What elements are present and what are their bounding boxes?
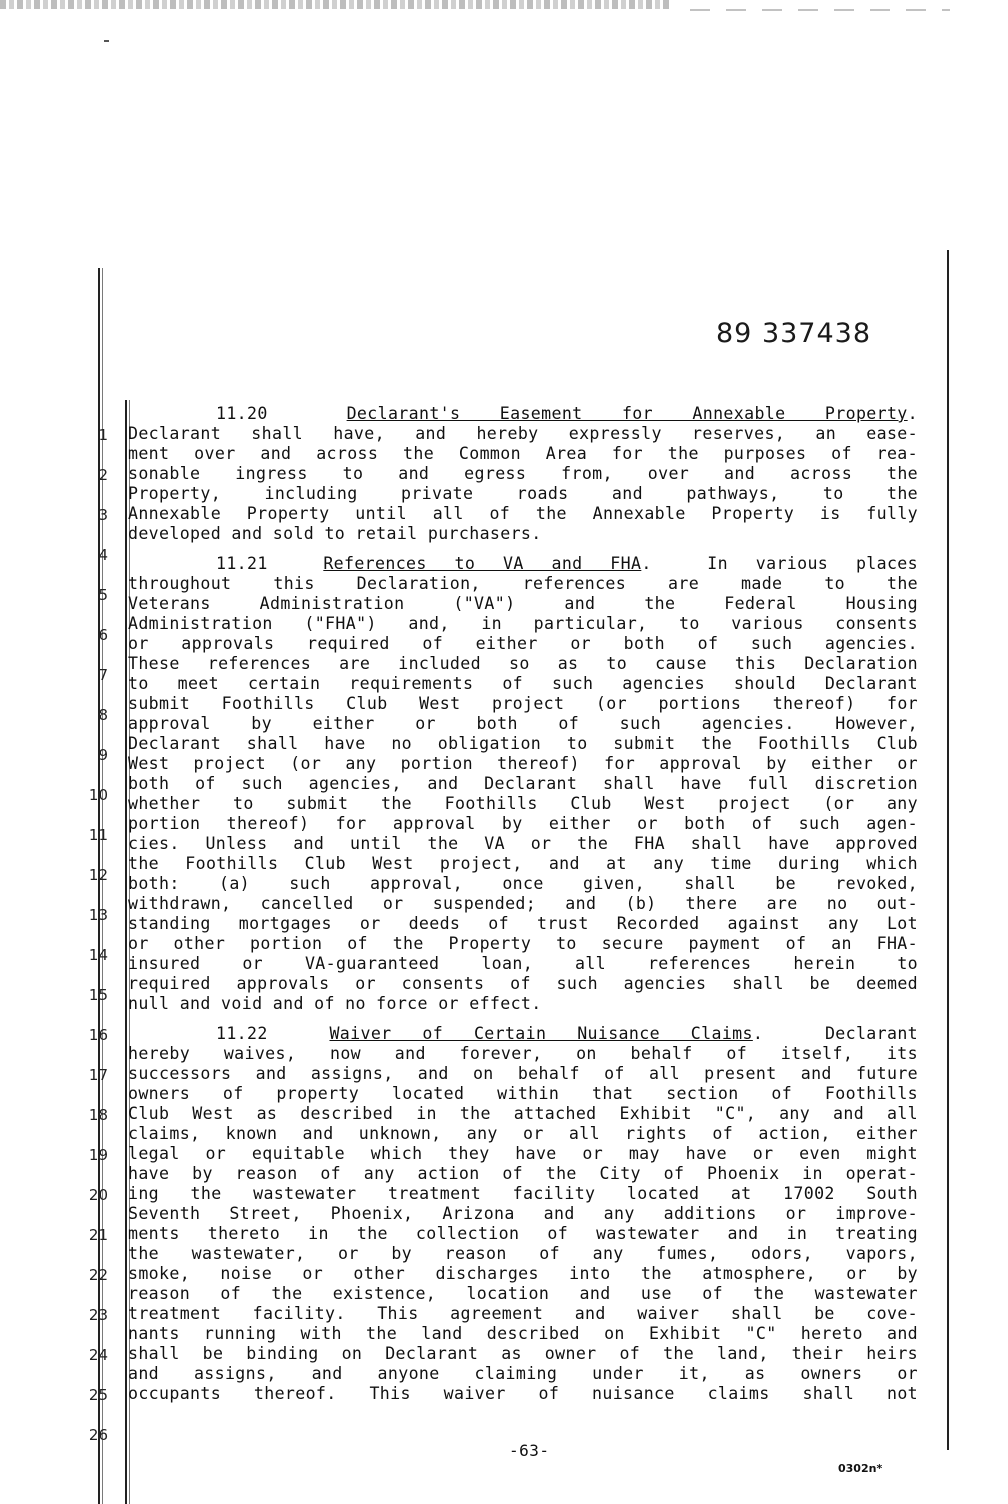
section-11-21 [128, 554, 918, 1014]
line-number: 11 [88, 826, 108, 844]
section-heading: Waiver of Certain Nuisance Claims [329, 1024, 753, 1043]
line-number: 21 [88, 1226, 108, 1244]
line-number: 17 [88, 1066, 108, 1084]
text-line: the wastewater, or by reason of any fumes, odors, vapors, [128, 1244, 918, 1263]
section-first-line: Declarant [824, 1024, 918, 1043]
text-line: hereby waives, now and forever, on behalf of itself, its [128, 1044, 918, 1063]
section-heading-line: 11.21 References to VA and FHA. In various places [216, 554, 918, 573]
text-line: Seventh Street, Phoenix, Arizona and any additions or improve- [128, 1204, 918, 1223]
text-line: or approvals required of either or both of such agencies. [128, 634, 918, 653]
line-number: 14 [88, 946, 108, 964]
scan-artifact-top-right [690, 9, 950, 11]
section-first-line: In various places [707, 554, 918, 573]
text-line: or other portion of the Property to secure payment of an FHA- [128, 934, 918, 953]
text-line: throughout this Declaration, references are made to the [128, 574, 918, 593]
line-number: 19 [88, 1146, 108, 1164]
text-line: developed and sold to retail purchasers. [128, 524, 542, 543]
text-line: reason of the existence, location and use of the wastewater [128, 1284, 918, 1303]
text-line: Administration ("FHA") and, in particular, to various consents [128, 614, 918, 633]
text-line: standing mortgages or deeds of trust Recorded against any Lot [128, 914, 918, 933]
section-heading: References to VA and FHA [323, 554, 642, 573]
page-number: -63- [509, 1441, 550, 1460]
scan-artifact-top [0, 0, 670, 9]
text-line: sonable ingress to and egress from, over and across the [128, 464, 918, 483]
text-line: portion thereof) for approval by either or both of such agen- [128, 814, 918, 833]
section-number: 11.20 [216, 404, 268, 423]
text-line: both: (a) such approval, once given, shall be revoked, [128, 874, 918, 893]
text-line: approval by either or both of such agencies. However, [128, 714, 918, 733]
text-line: West project (or any portion thereof) for approval by either or [128, 754, 918, 773]
document-code: 0302n* [838, 1462, 883, 1475]
line-number: 9 [98, 746, 108, 764]
line-number: 18 [88, 1106, 108, 1124]
line-number: 3 [98, 506, 108, 524]
text-line: both of such agencies, and Declarant shall have full discretion [128, 774, 918, 793]
line-number: 4 [98, 546, 108, 564]
text-line: treatment facility. This agreement and waiver shall be cove- [128, 1304, 918, 1323]
text-line: owners of property located within that section of Foothills [128, 1084, 918, 1103]
line-number: 6 [98, 626, 108, 644]
line-number: 7 [98, 666, 108, 684]
line-number: 12 [88, 866, 108, 884]
line-number: 26 [88, 1426, 108, 1444]
section-number: 11.21 [216, 554, 268, 573]
line-number: 2 [98, 466, 108, 484]
text-line: Declarant shall have no obligation to submit the Foothills Club [128, 734, 918, 753]
text-line: claims, known and unknown, any or all rights of action, either [128, 1124, 918, 1143]
text-line: occupants thereof. This waiver of nuisance claims shall not [128, 1384, 918, 1403]
left-margin-rule-inner [125, 400, 127, 1504]
section-heading-line: 11.20 Declarant's Easement for Annexable Property. [216, 404, 918, 423]
line-number: 1 [98, 426, 108, 444]
section-11-20 [128, 404, 918, 544]
text-line: Annexable Property until all of the Annexable Property is fully [128, 504, 918, 523]
text-line: Property, including private roads and pathways, to the [128, 484, 918, 503]
text-line: to meet certain requirements of such agencies should Declarant [128, 674, 918, 693]
line-number: 13 [88, 906, 108, 924]
line-number: 5 [98, 586, 108, 604]
section-heading-line: 11.22 Waiver of Certain Nuisance Claims. Declarant [216, 1024, 918, 1043]
line-number: 16 [88, 1026, 108, 1044]
section-heading: Declarant's Easement for Annexable Property [346, 404, 908, 423]
text-line: have by reason of any action of the City of Phoenix in operat- [128, 1164, 918, 1183]
text-line: legal or equitable which they have or may have or even might [128, 1144, 918, 1163]
text-line: ing the wastewater treatment facility located at 17002 South [128, 1184, 918, 1203]
line-number: 20 [88, 1186, 108, 1204]
text-line: These references are included so as to cause this Declaration [128, 654, 918, 673]
line-number: 22 [88, 1266, 108, 1284]
line-number: 24 [88, 1346, 108, 1364]
text-line: whether to submit the Foothills Club West project (or any [128, 794, 918, 813]
text-line: Club West as described in the attached Exhibit "C", any and all [128, 1104, 918, 1123]
text-line: submit Foothills Club West project (or portions thereof) for [128, 694, 918, 713]
text-line: the Foothills Club West project, and at any time during which [128, 854, 918, 873]
document-body [128, 404, 918, 1414]
text-line: ments thereto in the collection of wastewater and in treating [128, 1224, 918, 1243]
line-number: 25 [88, 1386, 108, 1404]
text-line: Declarant shall have, and hereby expressly reserves, an ease- [128, 424, 918, 443]
section-number: 11.22 [216, 1024, 268, 1043]
scan-speck [104, 40, 109, 42]
text-line: smoke, noise or other discharges into the atmosphere, or by [128, 1264, 918, 1283]
text-line: successors and assigns, and on behalf of all present and future [128, 1064, 918, 1083]
text-line: shall be binding on Declarant as owner of the land, their heirs [128, 1344, 918, 1363]
line-number: 15 [88, 986, 108, 1004]
recording-number: 89 337438 [716, 318, 872, 349]
text-line: nants running with the land described on Exhibit "C" hereto and [128, 1324, 918, 1343]
text-line: Veterans Administration ("VA") and the Federal Housing [128, 594, 918, 613]
text-line: cies. Unless and until the VA or the FHA shall have approved [128, 834, 918, 853]
line-number: 8 [98, 706, 108, 724]
text-line: required approvals or consents of such agencies shall be deemed [128, 974, 918, 993]
text-line: null and void and of no force or effect. [128, 994, 542, 1013]
line-number: 23 [88, 1306, 108, 1324]
right-margin-rule [947, 250, 949, 1450]
line-number: 10 [88, 786, 108, 804]
text-line: ment over and across the Common Area for the purposes of rea- [128, 444, 918, 463]
section-11-22 [128, 1024, 918, 1404]
text-line: and assigns, and anyone claiming under it, as owners or [128, 1364, 918, 1383]
text-line: insured or VA-guaranteed loan, all references herein to [128, 954, 918, 973]
text-line: withdrawn, cancelled or suspended; and (b) there are no out- [128, 894, 918, 913]
